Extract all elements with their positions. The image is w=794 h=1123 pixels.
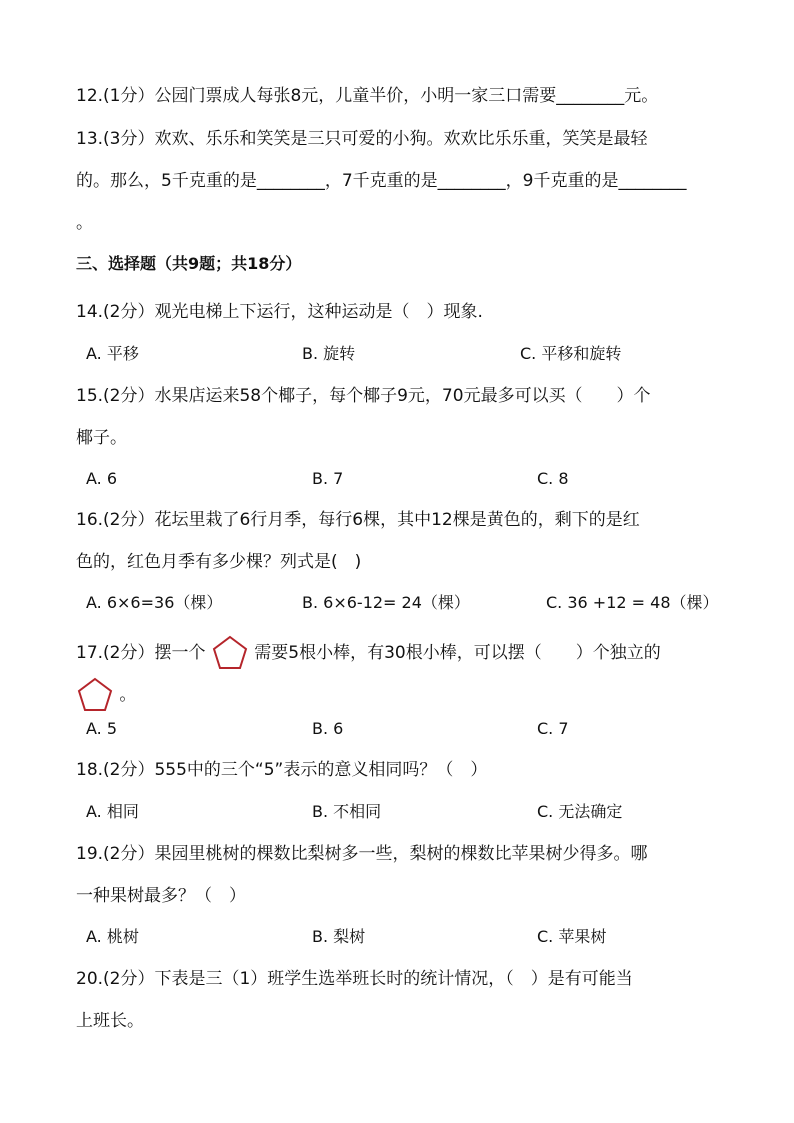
- question-20-line1: 20.(2分）下表是三（1）班学生选举班长时的统计情况，（ ）是有可能当: [76, 969, 633, 989]
- pentagon-icon: [211, 634, 249, 672]
- q14-option-b[interactable]: B. 旋转: [302, 344, 356, 363]
- question-14: 14.(2分）观光电梯上下运行，这种运动是（ ）现象.: [76, 302, 483, 322]
- question-13-line1: 13.(3分）欢欢、乐乐和笑笑是三只可爱的小狗。欢欢比乐乐重，笑笑是最轻: [76, 129, 648, 149]
- question-12: 12.(1分）公园门票成人每张8元，儿童半价，小明一家三口需要________元。: [76, 86, 659, 106]
- q14-option-a[interactable]: A. 平移: [86, 344, 139, 363]
- section-title: 三、选择题（共9题；共18分）: [76, 254, 302, 273]
- q17-option-b[interactable]: B. 6: [312, 719, 344, 738]
- q18-option-b[interactable]: B. 不相同: [312, 802, 382, 821]
- q18-option-a[interactable]: A. 相同: [86, 802, 139, 821]
- question-16-line1: 16.(2分）花坛里栽了6行月季，每行6棵，其中12棵是黄色的，剩下的是红: [76, 510, 640, 530]
- question-13-line2: 的。那么，5千克重的是________，7千克重的是________，9千克重的是________: [76, 171, 687, 191]
- q17-option-a[interactable]: A. 5: [86, 719, 118, 738]
- q18-option-c[interactable]: C. 无法确定: [537, 802, 623, 821]
- question-20-line2: 上班长。: [76, 1011, 144, 1031]
- question-17-line1: [76, 634, 661, 672]
- q17-option-c[interactable]: C. 7: [537, 719, 569, 738]
- q16-option-a[interactable]: A. 6×6=36（棵）: [86, 593, 223, 612]
- q19-option-c[interactable]: C. 苹果树: [537, 927, 607, 946]
- q15-option-b[interactable]: B. 7: [312, 469, 344, 488]
- q14-option-c[interactable]: C. 平移和旋转: [520, 344, 622, 363]
- q15-option-c[interactable]: C. 8: [537, 469, 569, 488]
- q16-option-c[interactable]: C. 36 +12 = 48（棵）: [546, 593, 719, 612]
- q17-text-part2: 需要5根小棒，有30根小棒，可以摆（ ）个独立的: [254, 643, 661, 663]
- question-15-line2: 椰子。: [76, 428, 127, 448]
- question-19-line2: 一种果树最多？（ ）: [76, 886, 246, 906]
- question-19-line1: 19.(2分）果园里桃树的棵数比梨树多一些，梨树的棵数比苹果树少得多。哪: [76, 844, 648, 864]
- question-17-line2: [76, 676, 136, 714]
- question-13-line3: 。: [76, 213, 93, 233]
- q17-text-part3: 。: [119, 685, 137, 705]
- question-16-line2: 色的，红色月季有多少棵？列式是( ): [76, 552, 362, 572]
- question-15-line1: 15.(2分）水果店运来58个椰子，每个椰子9元，70元最多可以买（ ）个: [76, 386, 651, 406]
- q19-option-b[interactable]: B. 梨树: [312, 927, 366, 946]
- question-18: 18.(2分）555中的三个“5”表示的意义相同吗？（ ）: [76, 760, 488, 780]
- q16-option-b[interactable]: B. 6×6-12= 24（棵）: [302, 593, 470, 612]
- pentagon-icon: [76, 676, 114, 714]
- q19-option-a[interactable]: A. 桃树: [86, 927, 139, 946]
- q15-option-a[interactable]: A. 6: [86, 469, 118, 488]
- q17-text-part1: 17.(2分）摆一个: [76, 643, 206, 663]
